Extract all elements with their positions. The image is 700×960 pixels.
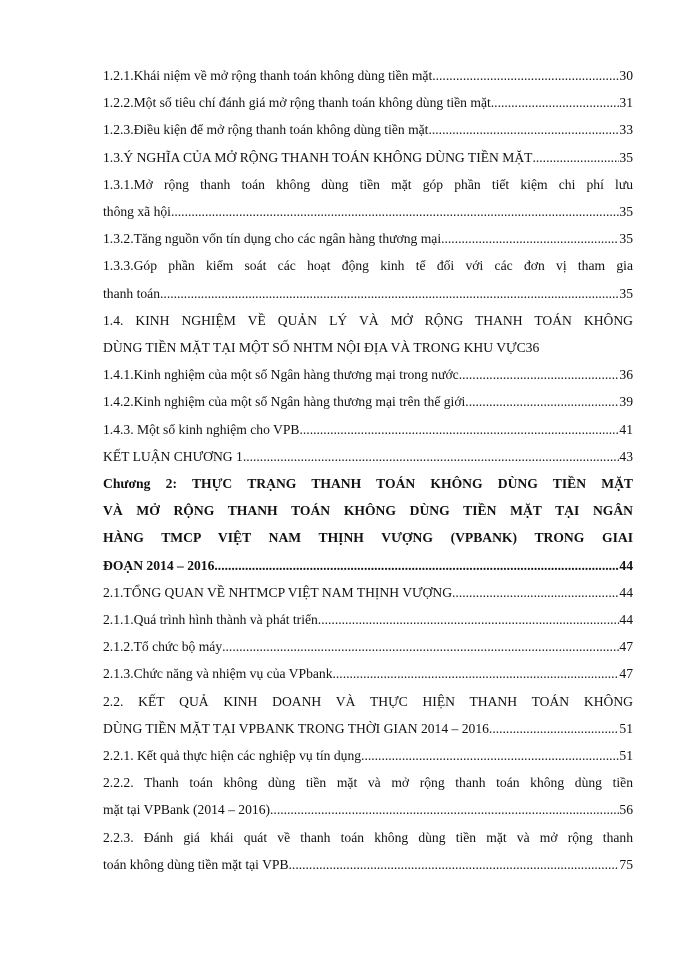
toc-entry[interactable] bbox=[103, 225, 633, 252]
toc-leader-dots bbox=[532, 144, 619, 171]
toc-leader-dots bbox=[452, 579, 619, 606]
toc-page-number: 47 bbox=[619, 639, 633, 655]
toc-title-line: 1.3.1.Mở rộng thanh toán không dùng tiền mặt góp phần tiết kiệm chi phí lưu bbox=[103, 176, 633, 192]
toc-title-line: 2.2. KẾT QUẢ KINH DOANH VÀ THỰC HIỆN THANH TOÁN KHÔNG bbox=[103, 693, 633, 709]
toc-leader-dots bbox=[491, 89, 620, 116]
toc-title: 1.4.2.Kinh nghiệm của một số Ngân hàng thương mại trên thế giới bbox=[103, 394, 466, 410]
toc-leader-dots bbox=[214, 552, 619, 579]
toc-page-number: 41 bbox=[619, 421, 633, 437]
toc-title: thanh toán bbox=[103, 285, 161, 301]
toc-title-line: 2.2.2. Thanh toán không dùng tiền mặt và mở rộng thanh toán không dùng tiền bbox=[103, 775, 633, 791]
toc-leader-dots bbox=[171, 198, 619, 225]
toc-title: 1.2.1.Khái niệm về mở rộng thanh toán không dùng tiền mặt bbox=[103, 68, 433, 83]
toc-leader-dots bbox=[459, 361, 620, 388]
toc-title: mặt tại VPBank (2014 – 2016) bbox=[103, 802, 271, 818]
toc-page-number: 39 bbox=[619, 394, 633, 410]
toc-entry[interactable] bbox=[103, 660, 633, 687]
toc-entry[interactable] bbox=[103, 824, 633, 878]
toc-page-number: 31 bbox=[619, 95, 633, 111]
toc-entry[interactable] bbox=[103, 361, 633, 388]
toc-title-line: 1.4. KINH NGHIỆM VỀ QUẢN LÝ VÀ MỞ RỘNG THANH TOÁN KHÔNG bbox=[103, 312, 633, 328]
toc-leader-dots bbox=[489, 715, 619, 742]
toc-page-number: 30 bbox=[619, 68, 633, 83]
toc-entry[interactable] bbox=[103, 688, 633, 742]
toc-page-number: 51 bbox=[619, 748, 633, 764]
toc-leader-dots bbox=[465, 388, 619, 415]
toc-page-number: 35 bbox=[619, 285, 633, 301]
toc-leader-dots bbox=[289, 851, 620, 878]
toc-entry[interactable] bbox=[103, 89, 633, 116]
toc-page-number: 33 bbox=[619, 122, 633, 138]
toc-leader-dots bbox=[432, 62, 619, 89]
toc-leader-dots bbox=[243, 443, 620, 470]
toc-leader-dots bbox=[441, 225, 619, 252]
table-of-contents bbox=[103, 62, 633, 878]
toc-title: KẾT LUẬN CHƯƠNG 1 bbox=[103, 448, 243, 464]
toc-entry[interactable] bbox=[103, 62, 633, 89]
toc-title: 1.2.3.Điều kiện để mở rộng thanh toán không dùng tiền mặt bbox=[103, 122, 429, 138]
toc-title: 2.1.TỔNG QUAN VỀ NHTMCP VIỆT NAM THỊNH VƯỢNG bbox=[103, 584, 453, 600]
toc-entry-chapter[interactable] bbox=[103, 470, 633, 579]
toc-page-number: 44 bbox=[619, 612, 633, 628]
toc-title: 2.1.2.Tổ chức bộ máy bbox=[103, 639, 223, 655]
toc-entry[interactable] bbox=[103, 307, 633, 361]
toc-page-number: 75 bbox=[619, 856, 633, 872]
toc-title-line: VÀ MỞ RỘNG THANH TOÁN KHÔNG DÙNG TIỀN MẶT TẠI NGÂN bbox=[103, 503, 633, 519]
toc-leader-dots bbox=[300, 416, 620, 443]
toc-leader-dots bbox=[270, 796, 619, 823]
toc-entry[interactable] bbox=[103, 144, 633, 171]
toc-leader-dots bbox=[321, 606, 619, 633]
toc-title: thông xã hội bbox=[103, 204, 171, 220]
toc-leader-dots bbox=[428, 116, 619, 143]
toc-page-number: 36 bbox=[619, 367, 633, 383]
toc-leader-dots bbox=[361, 742, 619, 769]
toc-entry[interactable] bbox=[103, 579, 633, 606]
toc-entry[interactable] bbox=[103, 769, 633, 823]
toc-title: 1.3.2.Tăng nguồn vốn tín dụng cho các ngân hàng thương mại bbox=[103, 231, 442, 247]
toc-page-number: 44 bbox=[619, 584, 633, 600]
toc-title: ĐOẠN 2014 – 2016 bbox=[103, 557, 215, 573]
toc-title: 2.1.3.Chức năng và nhiệm vụ của VPbank bbox=[103, 666, 333, 682]
toc-title: 1.4.1.Kinh nghiệm của một số Ngân hàng thương mại trong nước bbox=[103, 367, 459, 383]
toc-page-number: 51 bbox=[619, 720, 633, 736]
toc-page-number: 44 bbox=[619, 557, 633, 573]
toc-page-number: 56 bbox=[619, 802, 633, 818]
toc-title: 2.1.1.Quá trình hình thành và phát triển. bbox=[103, 612, 322, 628]
toc-entry[interactable] bbox=[103, 633, 633, 660]
toc-title: DÙNG TIỀN MẶT TẠI MỘT SỐ NHTM NỘI ĐỊA VÀ TRONG KHU VỰC bbox=[103, 340, 526, 356]
toc-title-line: 2.2.3. Đánh giá khái quát về thanh toán không dùng tiền mặt và mở rộng thanh bbox=[103, 829, 633, 845]
toc-leader-dots bbox=[222, 633, 619, 660]
toc-leader-dots bbox=[160, 280, 619, 307]
toc-entry[interactable] bbox=[103, 742, 633, 769]
toc-title: 1.3.Ý NGHĨA CỦA MỞ RỘNG THANH TOÁN KHÔNG DÙNG TIỀN MẶT bbox=[103, 149, 533, 165]
toc-title-line: Chương 2: THỰC TRẠNG THANH TOÁN KHÔNG DÙNG TIỀN MẶT bbox=[103, 476, 633, 492]
toc-entry[interactable] bbox=[103, 443, 633, 470]
toc-title: 2.2.1. Kết quả thực hiện các nghiệp vụ tín dụng bbox=[103, 748, 362, 764]
toc-title-line: 1.3.3.Góp phần kiểm soát các hoạt động kinh tế đối với các đơn vị tham gia bbox=[103, 258, 633, 274]
toc-leader-dots bbox=[333, 660, 620, 687]
toc-title-line: HÀNG TMCP VIỆT NAM THỊNH VƯỢNG (VPBANK) TRONG GIAI bbox=[103, 530, 633, 546]
toc-entry[interactable] bbox=[103, 252, 633, 306]
toc-entry[interactable] bbox=[103, 116, 633, 143]
toc-title: 1.4.3. Một số kinh nghiệm cho VPB bbox=[103, 421, 300, 437]
toc-page-number: 43 bbox=[619, 448, 633, 464]
toc-page-number: 35 bbox=[619, 231, 633, 247]
toc-entry[interactable] bbox=[103, 171, 633, 225]
toc-page-number: 36 bbox=[525, 340, 540, 356]
toc-page-number: 35 bbox=[619, 149, 633, 165]
toc-title: DÙNG TIỀN MẶT TẠI VPBANK TRONG THỜI GIAN 2014 – 2016 bbox=[103, 720, 489, 736]
toc-entry[interactable] bbox=[103, 416, 633, 443]
toc-title: toán không dùng tiền mặt tại VPB bbox=[103, 856, 289, 872]
toc-page-number: 35 bbox=[619, 204, 633, 220]
toc-entry[interactable] bbox=[103, 388, 633, 415]
toc-title: 1.2.2.Một số tiêu chí đánh giá mở rộng thanh toán không dùng tiền mặt bbox=[103, 95, 491, 111]
toc-entry[interactable] bbox=[103, 606, 633, 633]
toc-page-number: 47 bbox=[619, 666, 633, 682]
